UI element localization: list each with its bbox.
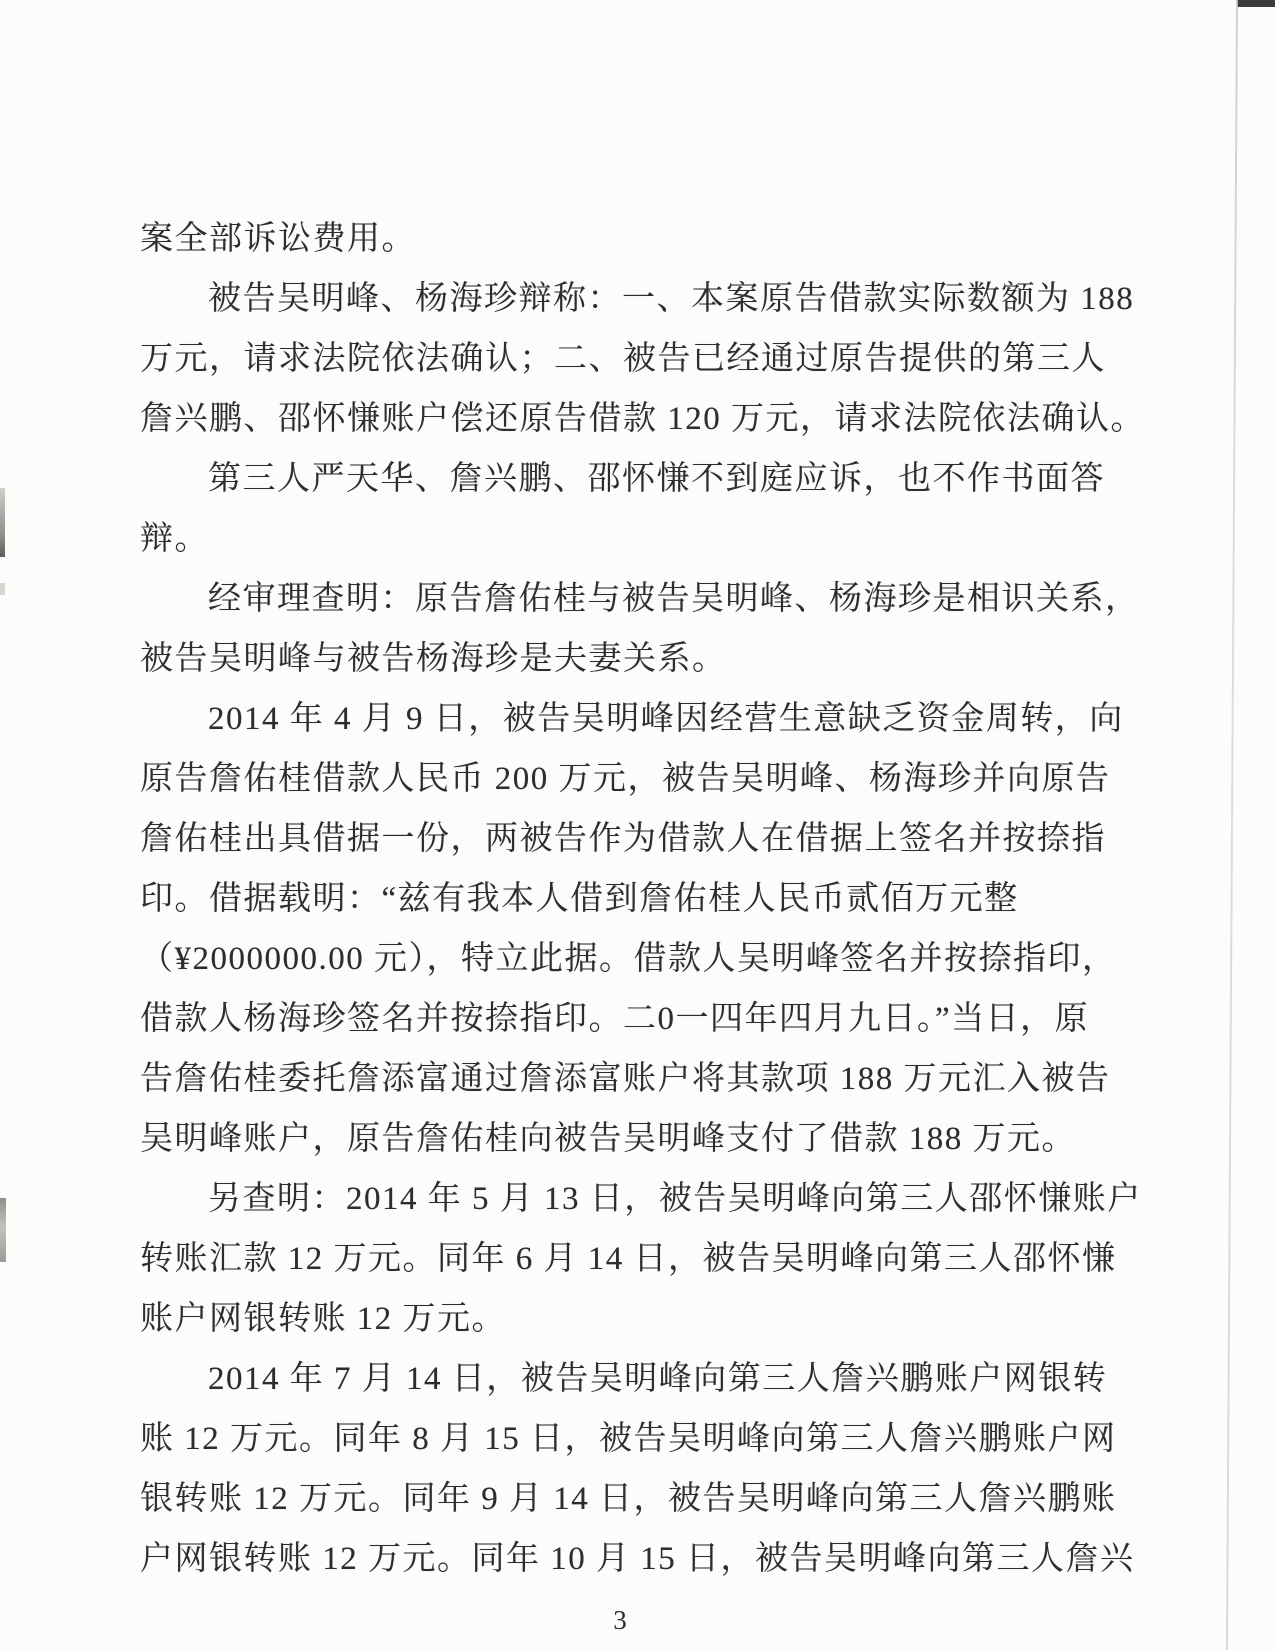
text-line: 账 12 万元。同年 8 月 15 日，被告吴明峰向第三人詹兴鹏账户网 — [140, 1421, 1117, 1457]
text-line: 詹兴鹏、邵怀慊账户偿还原告借款 120 万元，请求法院依法确认。 — [140, 401, 1145, 437]
text-line: 原告詹佑桂借款人民币 200 万元，被告吴明峰、杨海珍并向原告 — [140, 761, 1111, 797]
text-line: 转账汇款 12 万元。同年 6 月 14 日，被告吴明峰向第三人邵怀慊 — [140, 1241, 1117, 1277]
text-line: 吴明峰账户，原告詹佑桂向被告吴明峰支付了借款 188 万元。 — [140, 1121, 1076, 1157]
text-line: 詹佑桂出具借据一份，两被告作为借款人在借据上签名并按捺指 — [140, 821, 1106, 857]
scan-edge-line — [1226, 0, 1238, 1650]
text-line: 印。借据载明：“兹有我本人借到詹佑桂人民币贰佰万元整 — [140, 881, 1019, 917]
text-line: 第三人严天华、詹兴鹏、邵怀慊不到庭应诉，也不作书面答 — [208, 461, 1105, 497]
text-line: 经审理查明：原告詹佑桂与被告吴明峰、杨海珍是相识关系， — [208, 581, 1140, 617]
scan-left-mark-1b — [0, 583, 5, 595]
text-line: 借款人杨海珍签名并按捺指印。二0一四年四月九日。”当日，原 — [140, 1001, 1090, 1037]
text-line: 告詹佑桂委托詹添富通过詹添富账户将其款项 188 万元汇入被告 — [140, 1061, 1111, 1097]
text-line: 万元，请求法院依法确认；二、被告已经通过原告提供的第三人 — [140, 341, 1106, 377]
text-line: 2014 年 4 月 9 日，被告吴明峰因经营生意缺乏资金周转，向 — [208, 701, 1124, 737]
text-line: 另查明：2014 年 5 月 13 日，被告吴明峰向第三人邵怀慊账户 — [208, 1181, 1142, 1217]
text-line: 被告吴明峰、杨海珍辩称：一、本案原告借款实际数额为 188 — [208, 281, 1135, 317]
scan-corner-artifact — [1237, 0, 1275, 7]
text-line: 辩。 — [140, 521, 209, 557]
text-line: 银转账 12 万元。同年 9 月 14 日，被告吴明峰向第三人詹兴鹏账 — [140, 1481, 1117, 1517]
text-line: 2014 年 7 月 14 日，被告吴明峰向第三人詹兴鹏账户网银转 — [208, 1361, 1108, 1397]
page-number: 3 — [613, 1605, 627, 1635]
document-body — [140, 209, 1145, 1589]
text-line: 户网银转账 12 万元。同年 10 月 15 日，被告吴明峰向第三人詹兴 — [140, 1541, 1135, 1577]
scan-left-mark-1 — [0, 488, 5, 557]
text-line: 被告吴明峰与被告杨海珍是夫妻关系。 — [140, 641, 727, 677]
scan-left-mark-2 — [0, 1198, 6, 1262]
text-line: 案全部诉讼费用。 — [140, 221, 416, 257]
text-line: （¥2000000.00 元），特立此据。借款人吴明峰签名并按捺指印， — [140, 941, 1117, 977]
text-line: 账户网银转账 12 万元。 — [140, 1301, 506, 1337]
